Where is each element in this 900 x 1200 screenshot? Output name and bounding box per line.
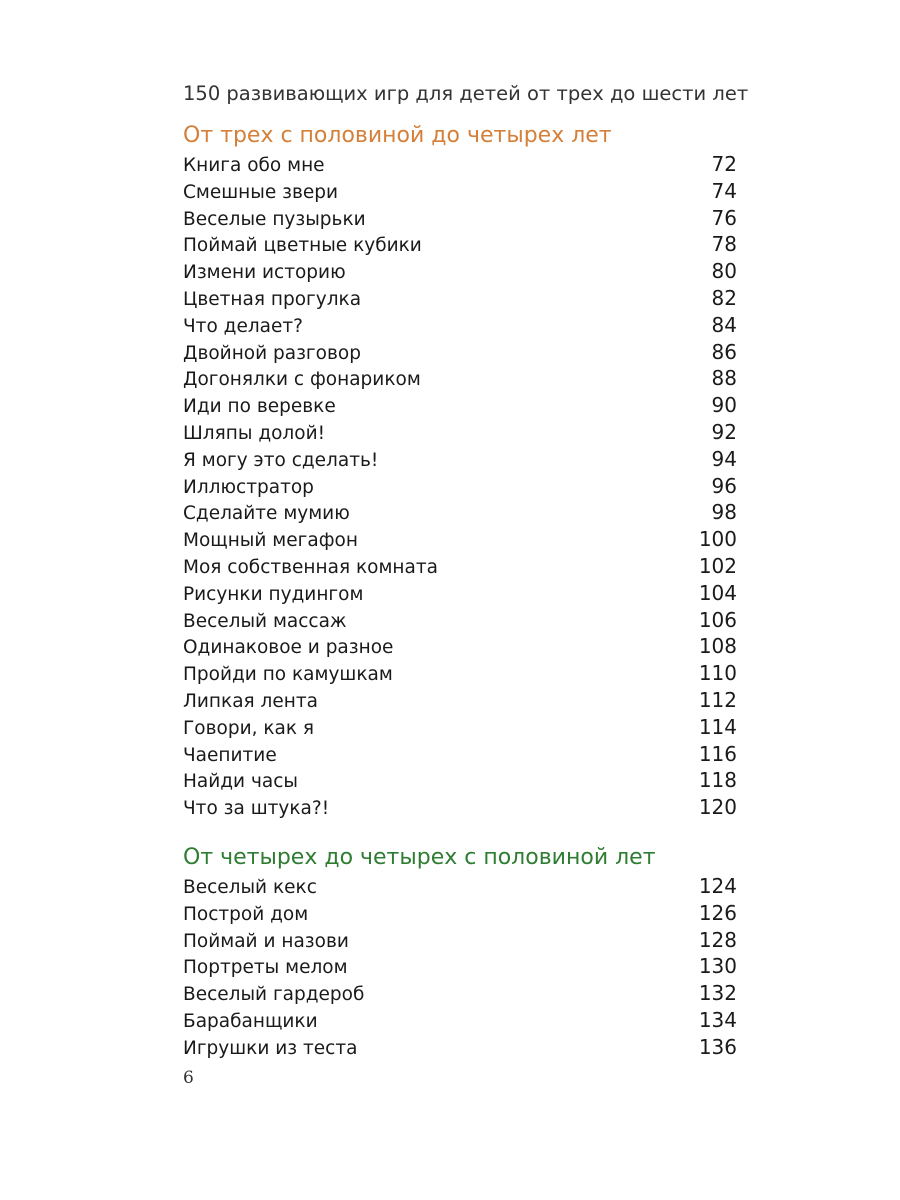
entry-title: Иллюстратор	[183, 476, 314, 498]
entry-title: Веселый массаж	[183, 610, 347, 632]
entry-title: Шляпы долой!	[183, 422, 326, 444]
entry-page: 74	[711, 178, 737, 203]
entry-page: 100	[698, 527, 737, 552]
entry-title: Цветная прогулка	[183, 288, 362, 310]
entry-title: Иди по веревке	[183, 396, 336, 418]
toc-entry	[183, 553, 737, 580]
toc-entry	[183, 953, 737, 980]
toc-entry	[183, 365, 737, 392]
entry-page: 72	[711, 152, 737, 176]
toc-entries	[183, 873, 737, 1061]
toc-entry	[183, 900, 737, 927]
entry-title: Рисунки пудингом	[183, 583, 364, 605]
toc-entry	[183, 446, 737, 473]
entry-title: Я могу это сделать!	[183, 449, 379, 471]
entry-title: Портреты мелом	[183, 957, 348, 979]
entry-title: Что за штука?!	[183, 798, 330, 820]
entry-title: Поймай цветные кубики	[183, 235, 422, 257]
entry-title: Построй дом	[183, 903, 309, 925]
entry-title: Веселый кекс	[183, 877, 317, 898]
toc-entry	[183, 205, 737, 232]
toc-entry	[183, 741, 737, 768]
section-title: От трех с половиной до четырех лет	[183, 123, 612, 148]
entry-page: 92	[711, 419, 737, 444]
entry-title: Измени историю	[183, 262, 346, 284]
entry-page: 132	[698, 981, 737, 1006]
toc-entry	[183, 687, 737, 714]
entry-title: Мощный мегафон	[183, 530, 358, 552]
toc-entry	[183, 767, 737, 794]
entry-title: Найди часы	[183, 771, 299, 793]
toc-entry	[183, 794, 737, 821]
entry-title: Одинаковое и разное	[183, 637, 394, 659]
toc-entry	[183, 231, 737, 258]
toc-entry	[183, 580, 737, 607]
entry-page: 112	[698, 687, 737, 712]
entry-title: Догонялки с фонариком	[183, 369, 421, 391]
page-number: 6	[183, 1068, 194, 1088]
entry-title: Веселый гардероб	[183, 984, 365, 1006]
toc-entry	[183, 178, 737, 205]
entry-page: 80	[711, 259, 737, 284]
entry-page: 76	[711, 205, 737, 230]
toc-entry	[183, 660, 737, 687]
entry-title: Барабанщики	[183, 1010, 318, 1032]
entry-page: 78	[711, 232, 737, 257]
toc-entry	[183, 714, 737, 741]
toc-entry	[183, 151, 737, 178]
toc-entry	[183, 980, 737, 1007]
entry-title: Моя собственная комната	[183, 556, 438, 578]
entry-title: Двойной разговор	[183, 342, 361, 364]
section-title: От четырех до четырех с половиной лет	[183, 845, 656, 870]
toc-entry	[183, 258, 737, 285]
toc-section-4-to-4-5	[183, 843, 737, 1061]
entry-page: 84	[711, 312, 737, 337]
entry-title: Смешные звери	[183, 181, 339, 203]
entry-page: 108	[698, 634, 737, 659]
entry-title: Пройди по камушкам	[183, 664, 393, 686]
toc-entry	[183, 285, 737, 312]
entry-page: 94	[711, 446, 737, 471]
toc-entry	[183, 339, 737, 366]
entry-page: 124	[698, 874, 737, 898]
toc-entry	[183, 1034, 737, 1061]
toc-entry	[183, 312, 737, 339]
entry-title: Игрушки из теста	[183, 1037, 358, 1059]
toc-entries	[183, 151, 737, 821]
toc-entry	[183, 526, 737, 553]
toc-entry	[183, 419, 737, 446]
toc-entry	[183, 607, 737, 634]
entry-page: 116	[698, 741, 737, 766]
toc-entry	[183, 633, 737, 660]
toc-entry	[183, 392, 737, 419]
toc-entry	[183, 873, 737, 900]
entry-page: 130	[698, 954, 737, 979]
entry-title: Сделайте мумию	[183, 503, 350, 525]
entry-page: 128	[698, 927, 737, 952]
toc-entry	[183, 1007, 737, 1034]
toc-section-3-5-to-4	[183, 121, 737, 821]
entry-page: 82	[711, 285, 737, 310]
entry-page: 96	[711, 473, 737, 498]
entry-title: Что делает?	[183, 315, 303, 337]
entry-page: 106	[698, 607, 737, 632]
entry-page: 120	[698, 795, 737, 820]
entry-page: 114	[698, 714, 737, 739]
entry-page: 88	[711, 366, 737, 391]
toc-entry	[183, 473, 737, 500]
entry-title: Говори, как я	[183, 717, 315, 739]
entry-title: Книга обо мне	[183, 155, 325, 176]
entry-title: Чаепитие	[183, 744, 277, 766]
entry-page: 90	[711, 393, 737, 418]
entry-page: 102	[698, 553, 737, 578]
entry-page: 134	[698, 1007, 737, 1032]
entry-page: 110	[698, 661, 737, 686]
entry-page: 104	[698, 580, 737, 605]
entry-title: Липкая лента	[183, 690, 318, 712]
toc-entry	[183, 927, 737, 954]
entry-page: 136	[698, 1034, 737, 1059]
entry-page: 126	[698, 900, 737, 925]
running-header: 150 развивающих игр для детей от трех до шести лет	[183, 82, 749, 105]
toc-entry	[183, 499, 737, 526]
entry-page: 98	[711, 500, 737, 525]
entry-page: 86	[711, 339, 737, 364]
entry-title: Веселые пузырьки	[183, 208, 366, 230]
entry-title: Поймай и назови	[183, 930, 349, 952]
entry-page: 118	[698, 768, 737, 793]
